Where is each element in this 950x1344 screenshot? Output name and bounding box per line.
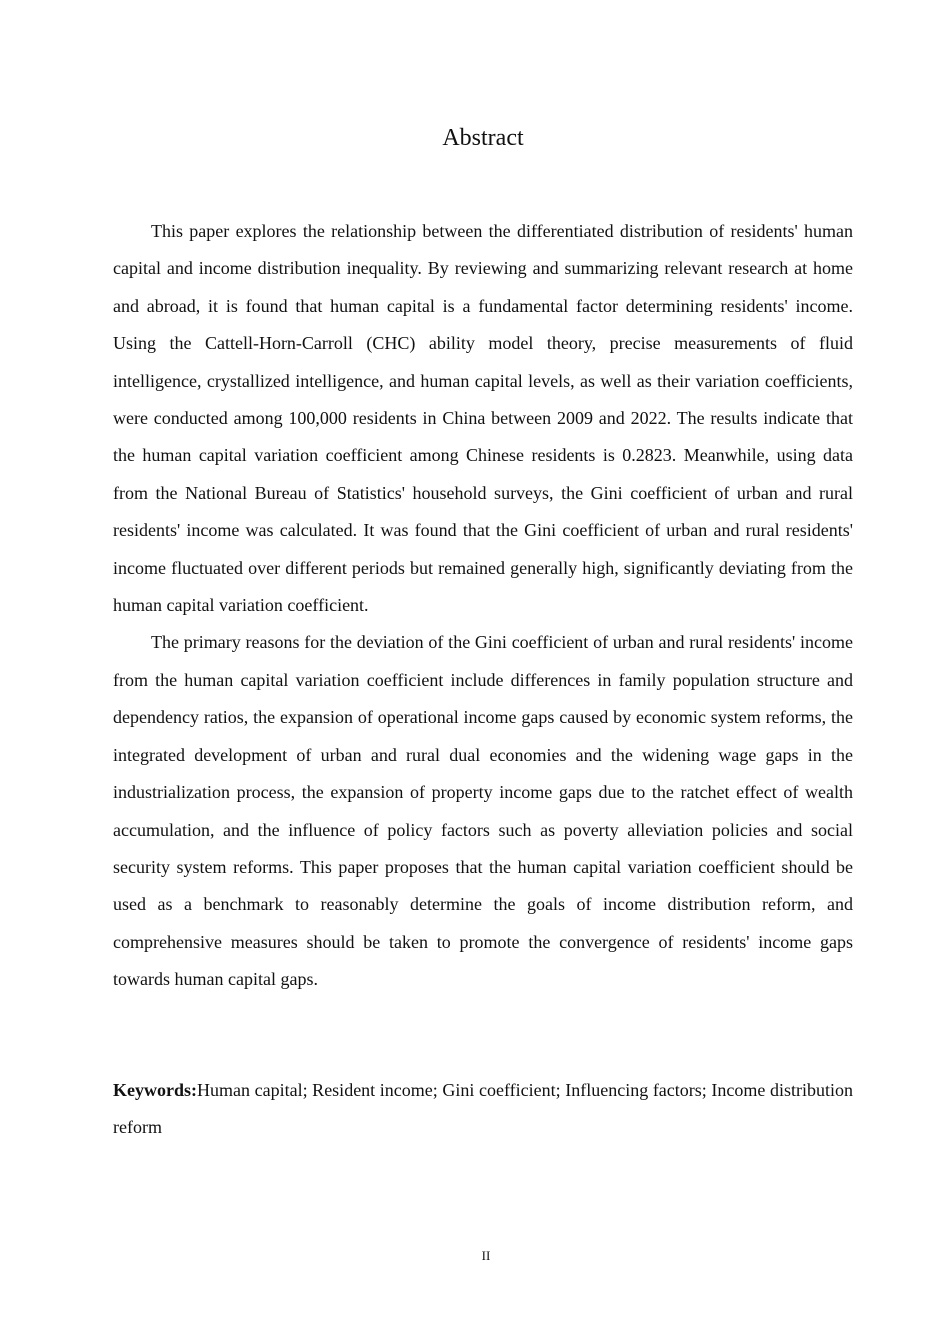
page-number: II: [481, 1248, 491, 1263]
abstract-paragraph-2: The primary reasons for the deviation of the Gini coefficient of urban and rural residents' income from the human capital variation coefficient include differences in family population structure and dependency ratios, the expansion of operational income gaps caused by economic system reforms, the integrated development of urban and rural dual economies and the widening wage gaps in the industrialization process, the expansion of property income gaps due to the ratchet effect of wealth accumulation, and the influence of policy factors such as poverty alleviation policies and social security system reforms. This paper proposes that the human capital variation coefficient should be used as a benchmark to reasonably determine the goals of income distribution reform, and comprehensive measures should be taken to promote the convergence of residents' income gaps towards human capital gaps.: [113, 632, 853, 990]
abstract-body: [113, 213, 853, 999]
keywords-label: Keywords:: [113, 1080, 197, 1100]
keywords-section: [113, 1072, 853, 1147]
abstract-title: Abstract: [442, 125, 524, 151]
keywords-text: Human capital; Resident income; Gini coefficient; Influencing factors; Income distribution reform: [113, 1080, 853, 1138]
abstract-paragraph-1: This paper explores the relationship between the differentiated distribution of residents' human capital and income distribution inequality. By reviewing and summarizing relevant research at home and abroad, it is found that human capital is a fundamental factor determining residents' income. Using the Cattell-Horn-Carroll (CHC) ability model theory, precise measurements of fluid intelligence, crystallized intelligence, and human capital levels, as well as their variation coefficients, were conducted among 100,000 residents in China between 2009 and 2022. The results indicate that the human capital variation coefficient among Chinese residents is 0.2823. Meanwhile, using data from the National Bureau of Statistics' household surveys, the Gini coefficient of urban and rural residents' income was calculated. It was found that the Gini coefficient of urban and rural residents' income fluctuated over different periods but remained generally high, significantly deviating from the human capital variation coefficient.: [113, 221, 853, 616]
